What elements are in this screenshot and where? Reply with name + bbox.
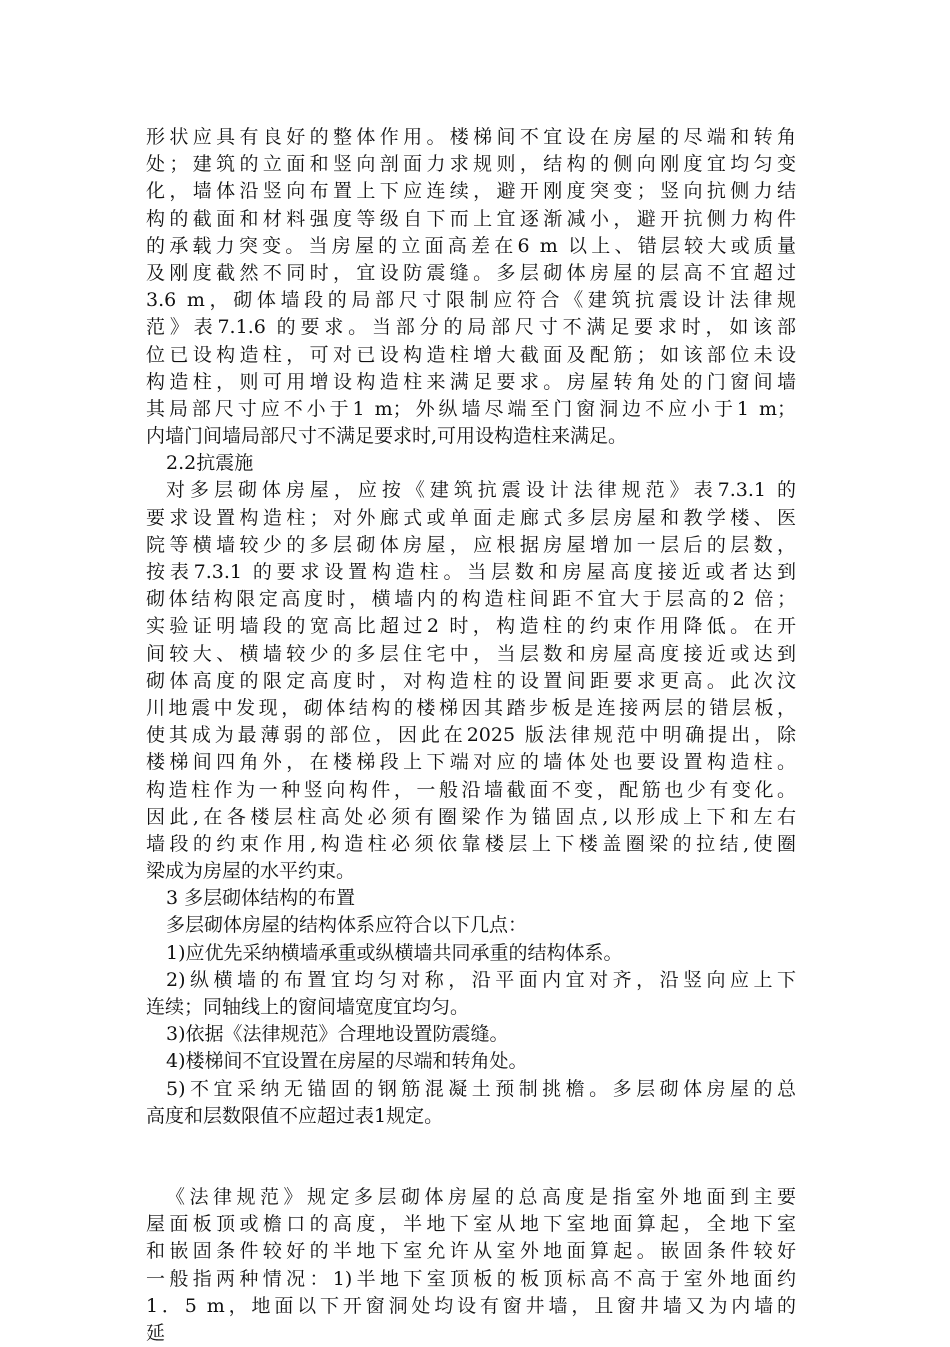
text-line: 院等横墙较少的多层砌体房屋，应根据房屋增加一层后的层数， — [146, 533, 796, 556]
text-line: 使其成为最薄弱的部位，因此在2025 版法律规范中明确提出，除 — [146, 724, 796, 747]
text-line: 要求设置构造柱；对外廊式或单面走廊式多层房屋和教学楼、医 — [146, 506, 796, 529]
text-line: 楼梯间四角外，在楼梯段上下端对应的墙体处也要设置构造柱。 — [146, 751, 796, 774]
text-line: 一般指两种情况：1)半地下室顶板的板顶标高不高于室外地面约 — [146, 1267, 796, 1290]
text-line: 梁成为房屋的水平约束。 — [146, 860, 356, 883]
text-line: 墙段的约束作用,构造柱必须依靠楼层上下楼盖圈梁的拉结,使圈 — [146, 832, 796, 855]
text-line: 构的截面和材料强度等级自下而上宜逐渐减小，避开抗侧力构件 — [146, 207, 796, 230]
text-line: 及刚度截然不同时，宜设防震缝。多层砌体房屋的层高不宜超过 — [146, 261, 796, 284]
text-line: 按表7.3.1 的要求设置构造柱。当层数和房屋高度接近或者达到 — [146, 561, 796, 583]
section-intro-3: 多层砌体房屋的结构体系应符合以下几点： — [166, 914, 528, 937]
text-line: 构造柱作为一种竖向构件，一般沿墙截面不变，配筋也少有变化。 — [146, 778, 796, 801]
text-line: 构造柱，则可用增设构造柱来满足要求。房屋转角处的门窗间墙 — [146, 370, 796, 393]
text-line: 间较大、横墙较少的多层住宅中，当层数和房屋高度接近或达到 — [146, 642, 796, 665]
text-line: 位已设构造柱，可对已设构造柱增大截面及配筋；如该部位未设 — [146, 343, 796, 366]
text-line: 化，墙体沿竖向布置上下应连续，避开刚度突变；竖向抗侧力结 — [146, 180, 796, 203]
text-line: 其局部尺寸应不小于1 m；外纵墙尽端至门窗洞边不应小于1 m； — [146, 397, 796, 420]
paragraph-total-height — [146, 1184, 796, 1347]
text-line: 和嵌固条件较好的半地下室允许从室外地面算起。嵌固条件较好 — [146, 1240, 796, 1263]
text-line: 砌体结构限定高度时，横墙内的构造柱间距不宜大于层高的2 倍； — [146, 588, 796, 611]
list-item: 1)应优先采纳横墙承重或纵横墙共同承重的结构体系。 — [166, 941, 623, 964]
paragraph-layout-rules — [146, 124, 796, 450]
text-line: 形状应具有良好的整体作用。楼梯间不宜设在房屋的尽端和转角 — [146, 126, 796, 148]
document-body — [146, 124, 796, 1347]
text-line: 对多层砌体房屋，应按《建筑抗震设计法律规范》表7.3.1 的 — [166, 479, 796, 502]
text-line: 3.6 m，砌体墙段的局部尺寸限制应符合《建筑抗震设计法律规 — [146, 289, 796, 312]
text-line: 川地震中发现，砌体结构的楼梯因其踏步板是连接两层的错层板， — [146, 696, 796, 719]
blank-spacer — [146, 1130, 796, 1184]
text-line: 的承载力突变。当房屋的立面高差在6 m 以上、错层较大或质量 — [146, 234, 796, 257]
text-line: 1．5 m，地面以下开窗洞处均设有窗井墙，且窗井墙又为内墙的 — [146, 1294, 796, 1317]
list-item: 4)楼梯间不宜设置在房屋的尽端和转角处。 — [166, 1050, 528, 1073]
list-item-continuation: 连续；同轴线上的窗间墙宽度宜均匀。 — [146, 996, 470, 1018]
list-item: 5)不宜采纳无锚固的钢筋混凝土预制挑檐。多层砌体房屋的总 — [166, 1077, 796, 1100]
text-line: 延 — [146, 1321, 166, 1344]
text-line: 范》表7.1.6 的要求。当部分的局部尺寸不满足要求时，如该部 — [146, 316, 796, 339]
text-line: 实验证明墙段的宽高比超过2 时，构造柱的约束作用降低。在开 — [146, 615, 796, 638]
text-line: 因此,在各楼层柱高处必须有圈梁作为锚固点,以形成上下和左右 — [146, 805, 796, 828]
text-line: 处；建筑的立面和竖向剖面力求规则，结构的侧向刚度宜均匀变 — [146, 153, 796, 176]
list-item: 3)依据《法律规范》合理地设置防震缝。 — [166, 1023, 509, 1046]
text-line: 《法律规范》规定多层砌体房屋的总高度是指室外地面到主要 — [166, 1185, 796, 1208]
text-line: 内墙门间墙局部尺寸不满足要求时,可用设构造柱来满足。 — [146, 425, 628, 448]
structure-layout-list — [146, 940, 796, 1130]
text-line: 屋面板顶或檐口的高度，半地下室从地下室地面算起，全地下室 — [146, 1213, 796, 1236]
section-heading-2-2: 2.2抗震施 — [166, 452, 254, 475]
paragraph-seismic-measures — [146, 477, 796, 885]
section-heading-3: 3 多层砌体结构的布置 — [166, 887, 356, 910]
list-item: 2)纵横墙的布置宜均匀对称，沿平面内宜对齐，沿竖向应上下 — [166, 968, 796, 991]
text-line: 砌体高度的限定高度时，对构造柱的设置间距要求更高。此次汶 — [146, 669, 796, 692]
list-item-continuation: 高度和层数限值不应超过表1规定。 — [146, 1104, 444, 1127]
